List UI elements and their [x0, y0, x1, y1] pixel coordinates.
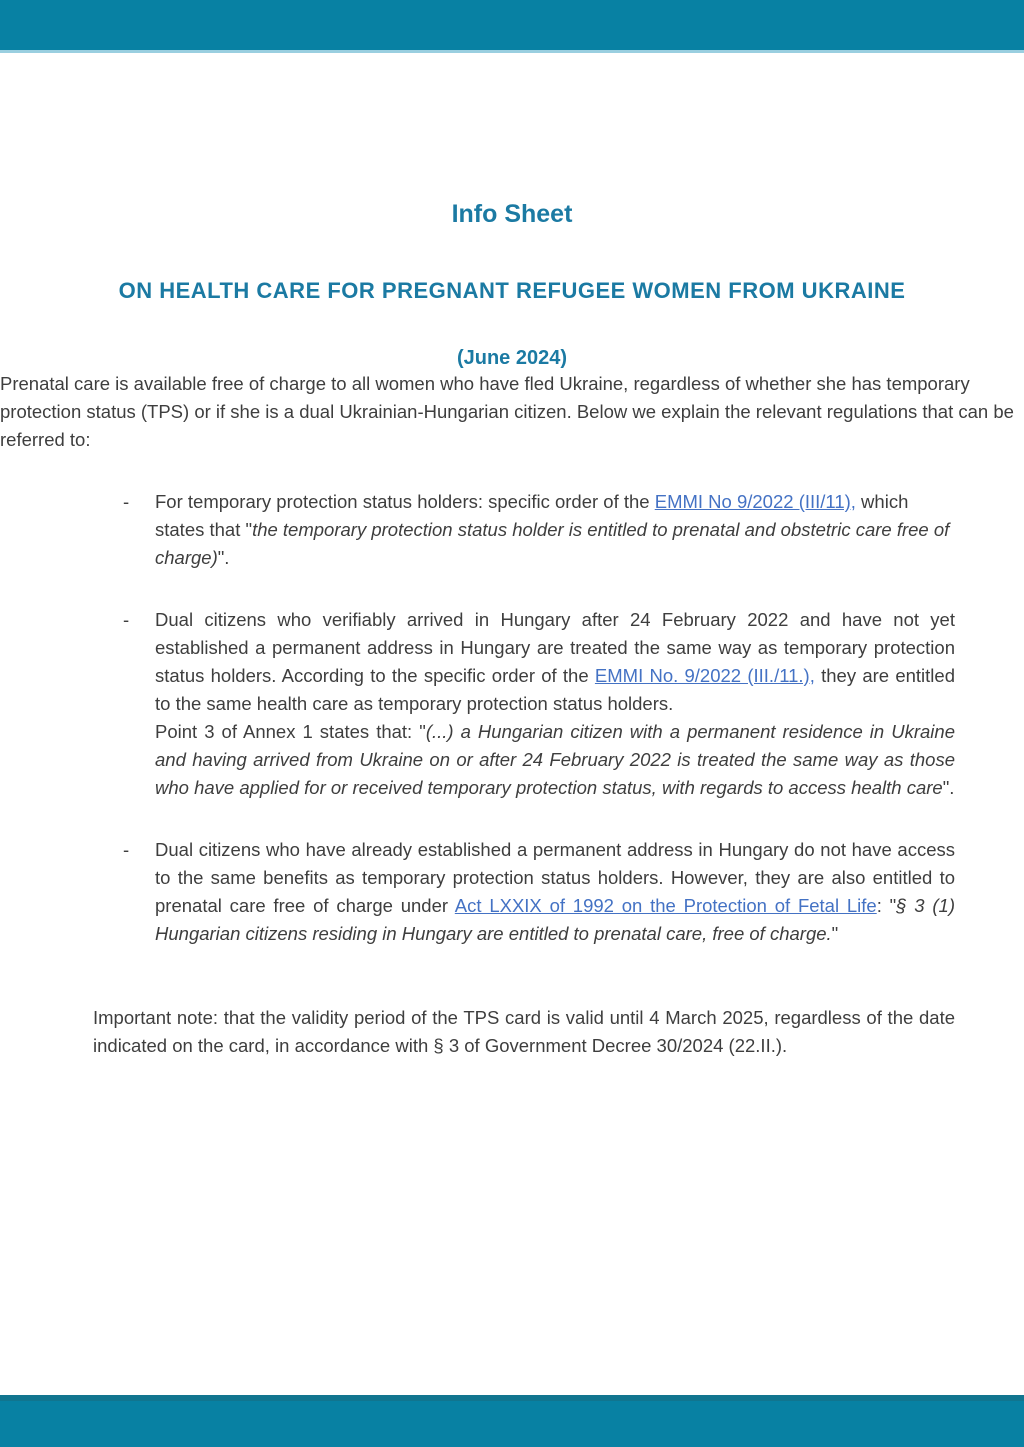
text-segment: : " — [876, 895, 897, 916]
intro-paragraph — [0, 370, 1024, 454]
text-segment: ". — [217, 547, 230, 568]
bullet-dash-marker: - — [123, 839, 130, 860]
bullet-body — [155, 836, 955, 948]
text-segment: they are entitled to the same health care as temporary protection status holders. — [155, 665, 955, 714]
important-note-paragraph — [93, 1004, 955, 1060]
text-segment: Important note: that the validity period of the TPS card is valid until 4 March 2025, regardless of the date indicated on the card, in accordance with § 3 of Government Decree 30/2024 (22.II.). — [93, 1007, 955, 1056]
bullet-dash-marker: - — [123, 609, 130, 630]
page-title: Info Sheet — [451, 200, 573, 228]
hyperlink[interactable]: EMMI No 9/2022 (III/11), — [654, 491, 856, 512]
bullet-paragraph-annex-quote — [155, 718, 955, 802]
text-segment: Dual citizens who have already established a permanent address in Hungary do not have access to the same benefits as temporary protection status holders. However, they are also entitled to prenatal care free of charge under — [155, 839, 955, 916]
bullet-body — [155, 606, 955, 802]
bullet-body — [155, 488, 955, 572]
bullet-paragraph — [155, 836, 955, 948]
quoted-italic-text: § 3 (1) Hungarian citizens residing in Hungary are entitled to prenatal care, free of charge. — [155, 895, 955, 944]
page-subtitle: ON HEALTH CARE FOR PREGNANT REFUGEE WOMEN FROM UKRAINE — [118, 278, 906, 303]
top-bar — [0, 0, 1024, 53]
hyperlink[interactable]: Act LXXIX of 1992 on the Protection of Fetal Life — [454, 895, 877, 916]
hyperlink[interactable]: EMMI No. 9/2022 (III./11.), — [594, 665, 815, 686]
text-segment: " — [831, 923, 839, 944]
text-segment: which states that " — [155, 491, 909, 540]
text-segment: Prenatal care is available free of charge to all women who have fled Ukraine, regardless of whether she has temporary protection status (TPS) or if she is a dual Ukrainian-Hungarian citizen. Below we explain the relevant regulations that can be referred to: — [0, 373, 1014, 450]
bullet-paragraph — [155, 488, 955, 572]
text-segment: Dual citizens who verifiably arrived in Hungary after 24 February 2022 and have not yet established a permanent address in Hungary are treated the same way as temporary protection status holders. According to the specific order of the — [155, 609, 955, 686]
text-segment: Point 3 of Annex 1 states that: " — [155, 721, 426, 742]
quoted-italic-text: the temporary protection status holder is entitled to prenatal and obstetric care free of charge) — [155, 519, 950, 568]
text-segment: ". — [942, 777, 955, 798]
bullet-dash-marker: - — [123, 491, 130, 512]
text-segment: For temporary protection status holders: specific order of the — [155, 491, 655, 512]
bullet-list — [0, 488, 1024, 948]
quoted-italic-text: (...) a Hungarian citizen with a permanent residence in Ukraine and having arrived from Ukraine on or after 24 February 2022 is treated the same way as those who have applied for or received temporary protection status, with regards to access health care — [155, 721, 955, 798]
bullet-item-dual-citizens-with-address — [123, 836, 955, 948]
date-line: (June 2024) — [456, 347, 568, 369]
bullet-item-dual-citizens-no-address — [123, 606, 955, 802]
bullet-item-tps-holders — [123, 488, 955, 572]
bullet-paragraph — [155, 606, 955, 718]
bottom-bar — [0, 1395, 1024, 1447]
